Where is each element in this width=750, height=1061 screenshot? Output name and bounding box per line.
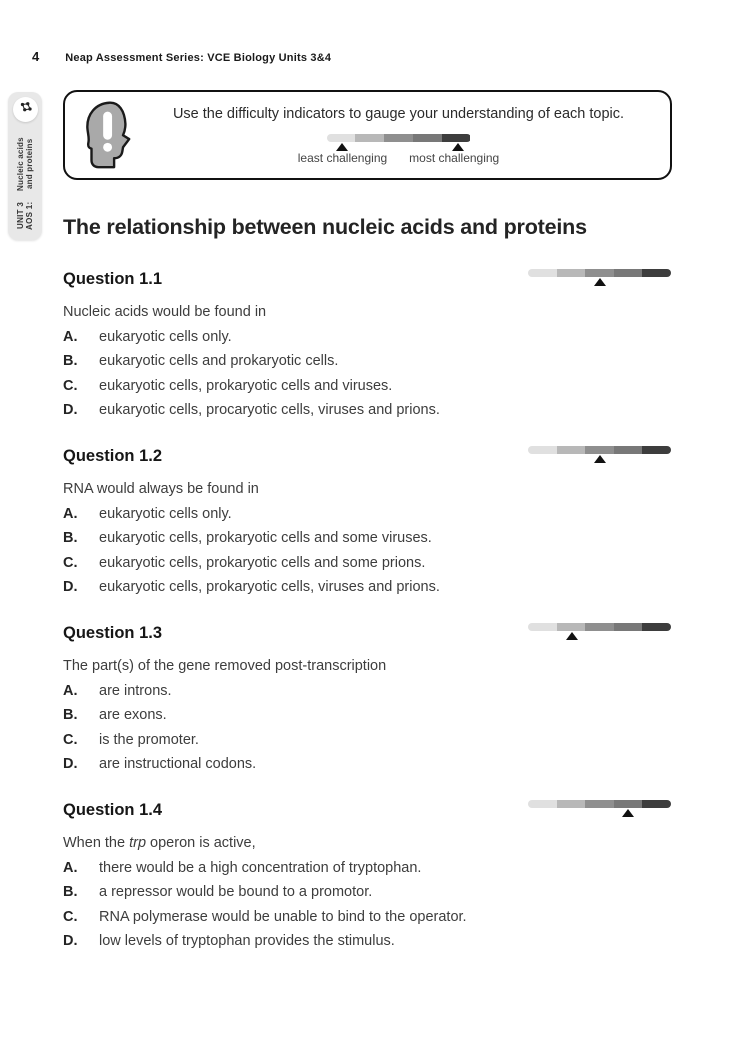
difficulty-scale-bar — [327, 134, 471, 150]
option-d — [63, 755, 671, 774]
difficulty-arrow-icon — [566, 632, 578, 640]
unit-side-tab — [8, 92, 42, 240]
difficulty-gradient-bar — [528, 800, 671, 808]
option-letter: D. — [63, 579, 78, 595]
options-list — [63, 859, 671, 952]
question-title: Question 1.4 — [63, 801, 163, 819]
stem-text: When the — [63, 835, 130, 851]
option-b — [63, 883, 671, 902]
question-stem — [63, 657, 671, 676]
option-text: eukaryotic cells, prokaryotic cells and viruses. — [99, 377, 393, 394]
option-text: eukaryotic cells, prokaryotic cells and some viruses. — [99, 530, 432, 546]
unit-tab-label — [16, 122, 34, 240]
options-list — [63, 505, 671, 598]
head-exclamation-icon — [79, 100, 141, 174]
page-number: 4 — [32, 49, 40, 64]
difficulty-arrow-icon — [594, 455, 606, 463]
difficulty-indicator — [528, 800, 671, 817]
option-letter: D. — [63, 756, 78, 772]
callout-text: Use the difficulty indicators to gauge your understanding of each topic. — [172, 106, 625, 122]
option-letter: B. — [63, 353, 78, 369]
molecule-icon — [18, 100, 33, 120]
question-title: Question 1.2 — [63, 447, 163, 465]
difficulty-gradient-bar — [528, 269, 671, 277]
option-text: RNA polymerase would be unable to bind to the operator. — [99, 908, 467, 925]
question-1-4 — [63, 799, 671, 951]
option-text: is the promoter. — [99, 731, 199, 748]
unit-tab-badge — [13, 97, 38, 122]
option-text: eukaryotic cells only. — [99, 328, 232, 345]
options-list — [63, 682, 671, 775]
option-letter: C. — [63, 554, 78, 571]
difficulty-scale-legend — [298, 134, 499, 165]
stem-text: RNA would always be found in — [63, 481, 259, 497]
option-d — [63, 578, 671, 597]
question-stem — [63, 303, 671, 322]
question-1-2 — [63, 445, 671, 597]
question-title: Question 1.1 — [63, 270, 163, 288]
most-challenging-arrow-icon — [452, 143, 464, 151]
option-text: there would be a high concentration of tryptophan. — [99, 859, 422, 876]
option-letter: C. — [63, 377, 78, 394]
difficulty-gradient-bar — [327, 134, 471, 142]
option-c — [63, 377, 671, 396]
difficulty-callout — [63, 90, 672, 180]
question-stem — [63, 480, 671, 499]
difficulty-indicator — [528, 623, 671, 640]
option-d — [63, 932, 671, 951]
option-a — [63, 505, 671, 524]
stem-text-italic: trp — [129, 835, 147, 851]
unit-tab-line2: Nucleic acids and proteins — [16, 136, 34, 191]
question-stem — [63, 834, 671, 853]
least-challenging-label: least challenging — [297, 151, 388, 165]
difficulty-arrow-icon — [622, 809, 634, 817]
option-letter: A. — [63, 328, 78, 345]
difficulty-gradient-bar — [528, 446, 671, 454]
option-text: are exons. — [99, 707, 167, 723]
options-list — [63, 328, 671, 421]
option-b — [63, 529, 671, 548]
option-letter: B. — [63, 530, 78, 546]
option-letter: A. — [63, 682, 78, 699]
option-text: eukaryotic cells, prokaryotic cells and some prions. — [99, 554, 426, 571]
most-challenging-label: most challenging — [409, 151, 500, 165]
option-letter: D. — [63, 933, 78, 949]
option-letter: A. — [63, 505, 78, 522]
option-text: eukaryotic cells and prokaryotic cells. — [99, 353, 339, 369]
option-text: eukaryotic cells, prokaryotic cells, viruses and prions. — [99, 579, 440, 595]
option-c — [63, 731, 671, 750]
option-text: are instructional codons. — [99, 756, 257, 772]
running-header-title: Neap Assessment Series: VCE Biology Units 3&4 — [65, 52, 332, 64]
callout-content — [141, 99, 656, 165]
option-letter: A. — [63, 859, 78, 876]
difficulty-gradient-bar — [528, 623, 671, 631]
stem-text: Nucleic acids would be found in — [63, 304, 267, 320]
option-b — [63, 706, 671, 725]
option-c — [63, 908, 671, 927]
least-challenging-arrow-icon — [336, 143, 348, 151]
option-text: eukaryotic cells only. — [99, 505, 232, 522]
option-b — [63, 352, 671, 371]
option-c — [63, 554, 671, 573]
option-a — [63, 682, 671, 701]
option-letter: C. — [63, 908, 78, 925]
question-1-3 — [63, 622, 671, 774]
option-letter: B. — [63, 884, 78, 900]
option-text: a repressor would be bound to a promotor. — [99, 884, 373, 900]
main-content — [63, 212, 671, 951]
option-text: eukaryotic cells, procaryotic cells, viruses and prions. — [99, 402, 440, 418]
option-a — [63, 328, 671, 347]
stem-text: The part(s) of the gene removed post-transcription — [63, 658, 387, 674]
option-text: are introns. — [99, 682, 172, 699]
difficulty-arrow-icon — [594, 278, 606, 286]
question-1-1 — [63, 268, 671, 420]
question-title: Question 1.3 — [63, 624, 163, 642]
option-letter: C. — [63, 731, 78, 748]
option-letter: B. — [63, 707, 78, 723]
difficulty-indicator — [528, 446, 671, 463]
difficulty-indicator — [528, 269, 671, 286]
option-d — [63, 401, 671, 420]
page-title: The relationship between nucleic acids and proteins — [63, 215, 587, 239]
unit-tab-line1: UNIT 3 AOS 1: — [16, 201, 34, 230]
option-a — [63, 859, 671, 878]
page-header — [32, 49, 331, 64]
stem-text: operon is active, — [146, 835, 256, 851]
option-letter: D. — [63, 402, 78, 418]
difficulty-scale-labels — [298, 151, 499, 165]
option-text: low levels of tryptophan provides the stimulus. — [99, 933, 395, 949]
